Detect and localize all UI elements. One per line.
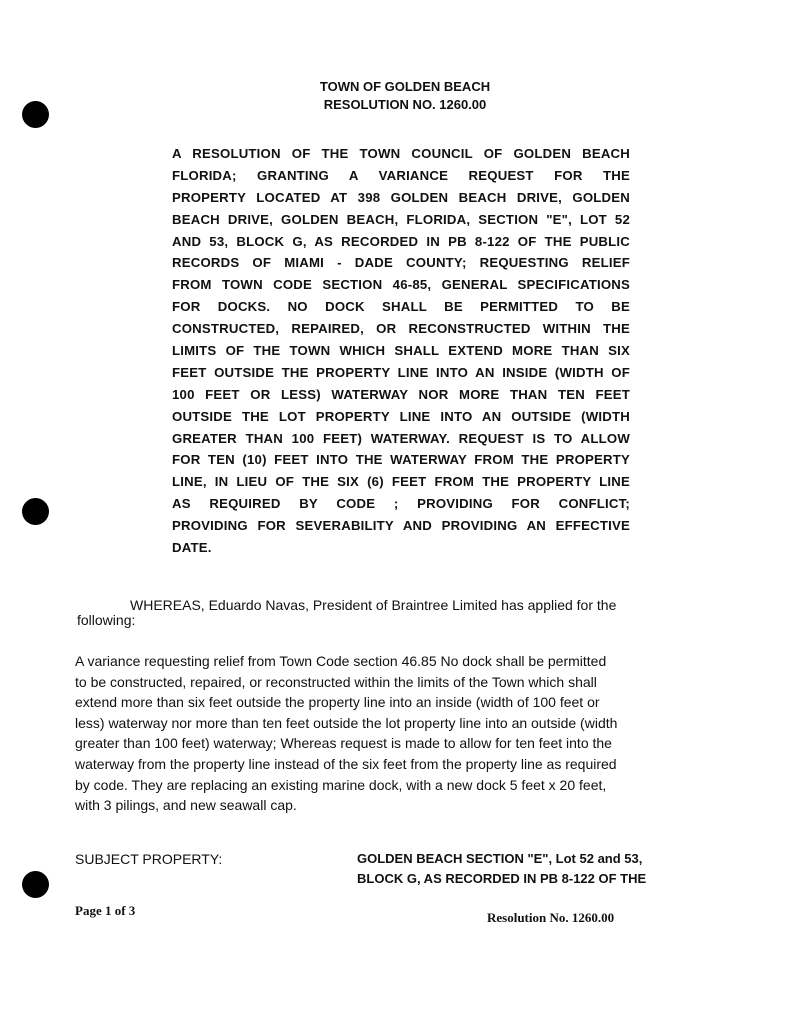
town-title: TOWN OF GOLDEN BEACH	[319, 79, 491, 94]
subject-property-label: SUBJECT PROPERTY:	[75, 851, 223, 867]
variance-line: waterway from the property line instead of the six feet from the property line as required	[75, 755, 617, 772]
resolution-line: CONSTRUCTED, REPAIRED, OR RECONSTRUCTED WITHIN THE	[172, 321, 630, 337]
variance-line: to be constructed, repaired, or reconstructed within the limits of the Town which shall	[75, 673, 597, 690]
resolution-line: LINE, IN LIEU OF THE SIX (6) FEET FROM THE PROPERTY LINE	[172, 474, 630, 490]
variance-line: by code. They are replacing an existing marine dock, with a new dock 5 feet x 20 feet,	[75, 776, 607, 793]
resolution-line: AS REQUIRED BY CODE ; PROVIDING FOR CONFLICT;	[172, 496, 630, 512]
footer-resolution-number: Resolution No. 1260.00	[487, 910, 615, 925]
variance-line: with 3 pilings, and new seawall cap.	[75, 797, 297, 814]
resolution-number: RESOLUTION NO. 1260.00	[323, 97, 487, 112]
resolution-line: 100 FEET OR LESS) WATERWAY NOR MORE THAN TEN FEET	[172, 386, 630, 402]
resolution-line: DATE.	[172, 540, 212, 556]
resolution-line: PROVIDING FOR SEVERABILITY AND PROVIDING AN EFFECTIVE	[172, 518, 630, 534]
whereas-line-2: following:	[77, 612, 136, 628]
resolution-line: FROM TOWN CODE SECTION 46-85, GENERAL SPECIFICATIONS	[172, 277, 630, 293]
punch-hole	[22, 101, 49, 128]
page-number: Page 1 of 3	[75, 903, 136, 918]
resolution-line: BEACH DRIVE, GOLDEN BEACH, FLORIDA, SECTION "E", LOT 52	[172, 211, 630, 227]
subject-property-line-1: GOLDEN BEACH SECTION "E", Lot 52 and 53,	[357, 851, 643, 866]
variance-line: extend more than six feet outside the property line into an inside (width of 100 feet or	[75, 694, 600, 711]
resolution-line: FLORIDA; GRANTING A VARIANCE REQUEST FOR THE	[172, 167, 630, 183]
variance-line: A variance requesting relief from Town Code section 46.85 No dock shall be permitted	[75, 653, 607, 669]
whereas-line-1: WHEREAS, Eduardo Navas, President of Braintree Limited has applied for the	[130, 597, 617, 613]
resolution-line: FOR DOCKS. NO DOCK SHALL BE PERMITTED TO BE	[172, 299, 630, 315]
variance-line: less) waterway nor more than ten feet outside the lot property line into an outside (width	[75, 714, 618, 731]
punch-hole	[22, 871, 49, 898]
resolution-line: AND 53, BLOCK G, AS RECORDED IN PB 8-122 OF THE PUBLIC	[172, 233, 630, 249]
subject-property-line-2: BLOCK G, AS RECORDED IN PB 8-122 OF THE	[357, 871, 647, 886]
resolution-line: OUTSIDE THE LOT PROPERTY LINE INTO AN OUTSIDE (WIDTH	[172, 408, 630, 424]
resolution-line: A RESOLUTION OF THE TOWN COUNCIL OF GOLDEN BEACH	[172, 146, 630, 161]
resolution-line: PROPERTY LOCATED AT 398 GOLDEN BEACH DRIVE, GOLDEN	[172, 189, 630, 205]
resolution-line: LIMITS OF THE TOWN WHICH SHALL EXTEND MORE THAN SIX	[172, 343, 630, 359]
resolution-text	[172, 143, 630, 559]
resolution-line: GREATER THAN 100 FEET) WATERWAY. REQUEST IS TO ALLOW	[172, 430, 630, 446]
resolution-line: FOR TEN (10) FEET INTO THE WATERWAY FROM THE PROPERTY	[172, 452, 630, 468]
variance-line: greater than 100 feet) waterway; Whereas request is made to allow for ten feet into the	[75, 735, 612, 752]
variance-text	[75, 651, 617, 816]
resolution-line: RECORDS OF MIAMI - DADE COUNTY; REQUESTING RELIEF	[172, 255, 630, 271]
resolution-line: FEET OUTSIDE THE PROPERTY LINE INTO AN INSIDE (WIDTH OF	[172, 364, 630, 380]
punch-hole	[22, 498, 49, 525]
